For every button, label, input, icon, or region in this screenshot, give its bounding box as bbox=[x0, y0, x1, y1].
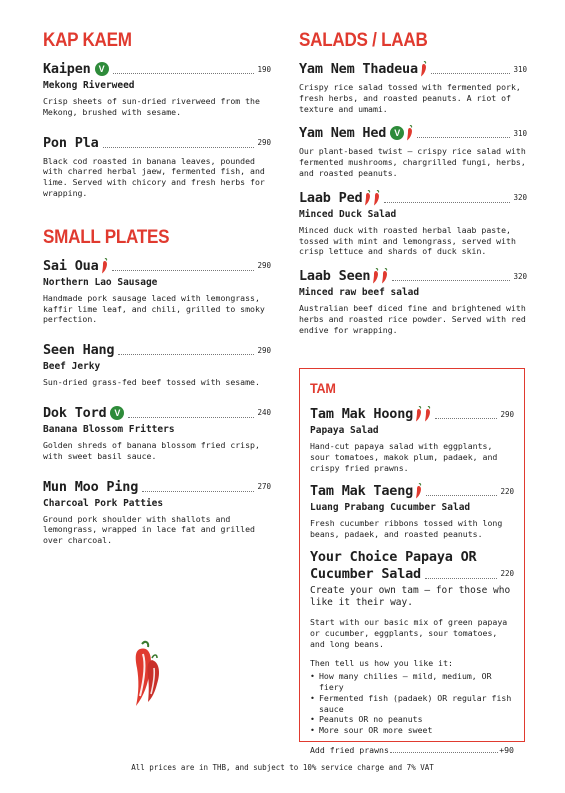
section-title: SMALL PLATES bbox=[43, 226, 170, 248]
item-name-row bbox=[43, 60, 271, 78]
vegetarian-icon: V bbox=[95, 62, 109, 76]
item-subtitle: Minced raw beef salad bbox=[299, 287, 420, 299]
item-subtitle: Papaya Salad bbox=[310, 425, 379, 436]
item-name: Yam Nem Thadeua bbox=[299, 61, 418, 77]
item-price: 240 bbox=[257, 408, 271, 418]
item-name-row bbox=[43, 341, 271, 359]
addon-price: +90 bbox=[499, 744, 514, 755]
vegetarian-icon: V bbox=[390, 126, 404, 140]
item-name-row bbox=[299, 124, 527, 142]
item-subtitle: Mekong Riverweed bbox=[43, 80, 135, 91]
choice-intro: Start with our basic mix of green papaya or cucumber, eggplants, sour tomatoes, and long beans. bbox=[310, 616, 508, 649]
item-name-row bbox=[299, 60, 527, 78]
item-name: Pon Pla bbox=[43, 134, 99, 151]
item-name-row bbox=[310, 482, 514, 500]
item-subtitle: Beef Jerky bbox=[43, 361, 101, 373]
item-description: Hand-cut papaya salad with eggplants, sour tomatoes, makok plum, padaek, and crispy fried prawns. bbox=[310, 441, 498, 473]
choice-item bbox=[310, 549, 514, 755]
chili-icon bbox=[424, 406, 431, 422]
item-name-row bbox=[299, 189, 527, 207]
item-price: 320 bbox=[513, 193, 527, 203]
section-kap-kaem bbox=[43, 30, 271, 199]
section-title: SALADS / LAAB bbox=[299, 30, 428, 51]
chili-illustration-icon bbox=[130, 640, 162, 708]
item-name: Dok Tord bbox=[43, 404, 107, 421]
tam-box bbox=[299, 368, 525, 755]
item-price: 290 bbox=[500, 409, 514, 419]
section-title: KAP KAEM bbox=[43, 30, 132, 51]
item-price: 310 bbox=[513, 128, 527, 138]
leader-dots bbox=[417, 128, 510, 138]
item-description: Ground pork shoulder with shallots and lemongrass, wrapped in lace fat and grilled over charcoal. bbox=[43, 513, 255, 546]
menu-item bbox=[299, 189, 527, 257]
menu-item bbox=[43, 404, 271, 462]
chili-icon bbox=[415, 483, 422, 499]
menu-item bbox=[43, 478, 271, 546]
leader-dots bbox=[426, 486, 497, 496]
item-description: Golden shreds of banana blossom fried crisp, with sweet basil sauce. bbox=[43, 439, 260, 461]
chili-icon bbox=[381, 268, 388, 284]
item-name-row bbox=[43, 404, 271, 422]
item-price: 290 bbox=[257, 138, 271, 148]
item-price: 220 bbox=[500, 569, 514, 579]
leader-dots bbox=[435, 409, 497, 419]
addon-label: Add fried prawns bbox=[310, 744, 389, 755]
item-description: Black cod roasted in banana leaves, pounded with charred herbal jaew, fermented fish, and lime. Served with chicory and fresh herbs for wrapping. bbox=[43, 155, 265, 198]
item-description: Our plant-based twist — crispy rice salad with fermented mushrooms, chargrilled fungi, herbs, and roasted peanuts. bbox=[299, 146, 526, 178]
item-subtitle: Minced Duck Salad bbox=[299, 208, 397, 220]
leader-dots bbox=[113, 64, 255, 74]
menu-item bbox=[299, 267, 527, 335]
item-description: Sun-dried grass-fed beef tossed with sesame. bbox=[43, 377, 260, 388]
leader-dots bbox=[142, 482, 254, 492]
leader-dots bbox=[118, 345, 254, 355]
item-name-row bbox=[43, 134, 271, 152]
chili-icon bbox=[406, 125, 413, 141]
chili-icon bbox=[373, 190, 380, 206]
section-small-plates bbox=[43, 227, 271, 546]
menu-item bbox=[43, 257, 271, 325]
leader-dots bbox=[390, 746, 498, 753]
item-description: Australian beef diced fine and brightened with herbs and roasted rice powder. Served with red endive for wrapping. bbox=[299, 303, 526, 335]
list-item: • Peanuts OR no peanuts bbox=[310, 714, 514, 725]
item-name: Laab Ped bbox=[299, 189, 363, 206]
item-subtitle: Banana Blossom Fritters bbox=[43, 423, 175, 435]
leader-dots bbox=[112, 261, 255, 271]
choice-options bbox=[310, 671, 514, 736]
item-price: 310 bbox=[513, 64, 527, 74]
footer-note: All prices are in THB, and subject to 10% service charge and 7% VAT bbox=[131, 763, 434, 772]
section-title: TAM bbox=[310, 380, 336, 396]
item-name-row bbox=[310, 405, 514, 423]
item-name: Seen Hang bbox=[43, 342, 115, 359]
menu-item bbox=[43, 60, 271, 118]
chili-icon bbox=[101, 258, 108, 274]
list-item: • Fermented fish (padaek) OR regular fish sauce bbox=[310, 693, 514, 715]
item-price: 270 bbox=[257, 482, 271, 492]
menu-item bbox=[43, 134, 271, 199]
item-subtitle: Charcoal Pork Patties bbox=[43, 497, 164, 509]
right-column bbox=[299, 30, 527, 346]
item-name: Your Choice Papaya OR bbox=[310, 548, 477, 565]
menu-item bbox=[310, 405, 514, 473]
chili-icon bbox=[364, 190, 371, 206]
item-subtitle: Luang Prabang Cucumber Salad bbox=[310, 502, 471, 514]
left-column bbox=[43, 30, 271, 562]
item-price: 290 bbox=[257, 345, 271, 355]
chili-icon bbox=[372, 268, 379, 284]
item-name: Tam Mak Hoong bbox=[310, 406, 414, 422]
item-description: Crispy rice salad tossed with fermented pork, fresh herbs, and roasted peanuts. A riot of texture and umami. bbox=[299, 82, 521, 114]
menu-item bbox=[43, 341, 271, 388]
item-name: Tam Mak Taeng bbox=[310, 483, 414, 500]
chili-icon bbox=[415, 406, 422, 422]
leader-dots bbox=[431, 64, 511, 74]
section-salads-laab bbox=[299, 30, 527, 336]
item-name: Laab Seen bbox=[299, 268, 371, 285]
item-description: Crisp sheets of sun-dried riverweed from the Mekong, brushed with sesame. bbox=[43, 96, 260, 117]
item-name: Mun Moo Ping bbox=[43, 478, 139, 495]
leader-dots bbox=[128, 408, 254, 418]
item-description: Fresh cucumber ribbons tossed with long beans, padaek, and roasted peanuts. bbox=[310, 518, 503, 540]
menu-item bbox=[310, 482, 514, 540]
choice-prompt: Then tell us how you like it: bbox=[310, 658, 453, 669]
vegetarian-icon: V bbox=[110, 406, 124, 420]
item-price: 190 bbox=[257, 64, 271, 74]
item-description: Handmade pork sausage laced with lemongrass, kaffir lime leaf, and chili, grilled to smoky perfection. bbox=[43, 292, 265, 325]
item-price: 320 bbox=[513, 271, 527, 281]
menu-item bbox=[299, 60, 527, 114]
choice-tagline: Create your own tam — for those who like it their way. bbox=[310, 584, 511, 608]
leader-dots bbox=[103, 138, 255, 148]
menu-item bbox=[299, 124, 527, 178]
list-item: • More sour OR more sweet bbox=[310, 725, 514, 736]
item-name: Sai Oua bbox=[43, 257, 99, 274]
item-name: Kaipen bbox=[43, 61, 91, 77]
addon-row bbox=[310, 745, 514, 755]
chili-icon bbox=[420, 61, 427, 77]
leader-dots bbox=[425, 569, 497, 579]
item-price: 220 bbox=[500, 486, 514, 496]
item-name-row bbox=[43, 478, 271, 496]
item-price: 290 bbox=[257, 261, 271, 271]
item-name-row bbox=[299, 267, 527, 285]
item-name: Yam Nem Hed bbox=[299, 125, 387, 142]
item-subtitle: Northern Lao Sausage bbox=[43, 276, 158, 288]
list-item: • How many chilies — mild, medium, OR fiery bbox=[310, 671, 514, 693]
item-name-row bbox=[43, 257, 271, 275]
item-description: Minced duck with roasted herbal laab paste, tossed with mint and lemongrass, served with crisp lettuce and shards of duck skin. bbox=[299, 224, 516, 257]
leader-dots bbox=[384, 193, 510, 203]
leader-dots bbox=[392, 271, 510, 281]
item-name: Cucumber Salad bbox=[310, 565, 421, 582]
